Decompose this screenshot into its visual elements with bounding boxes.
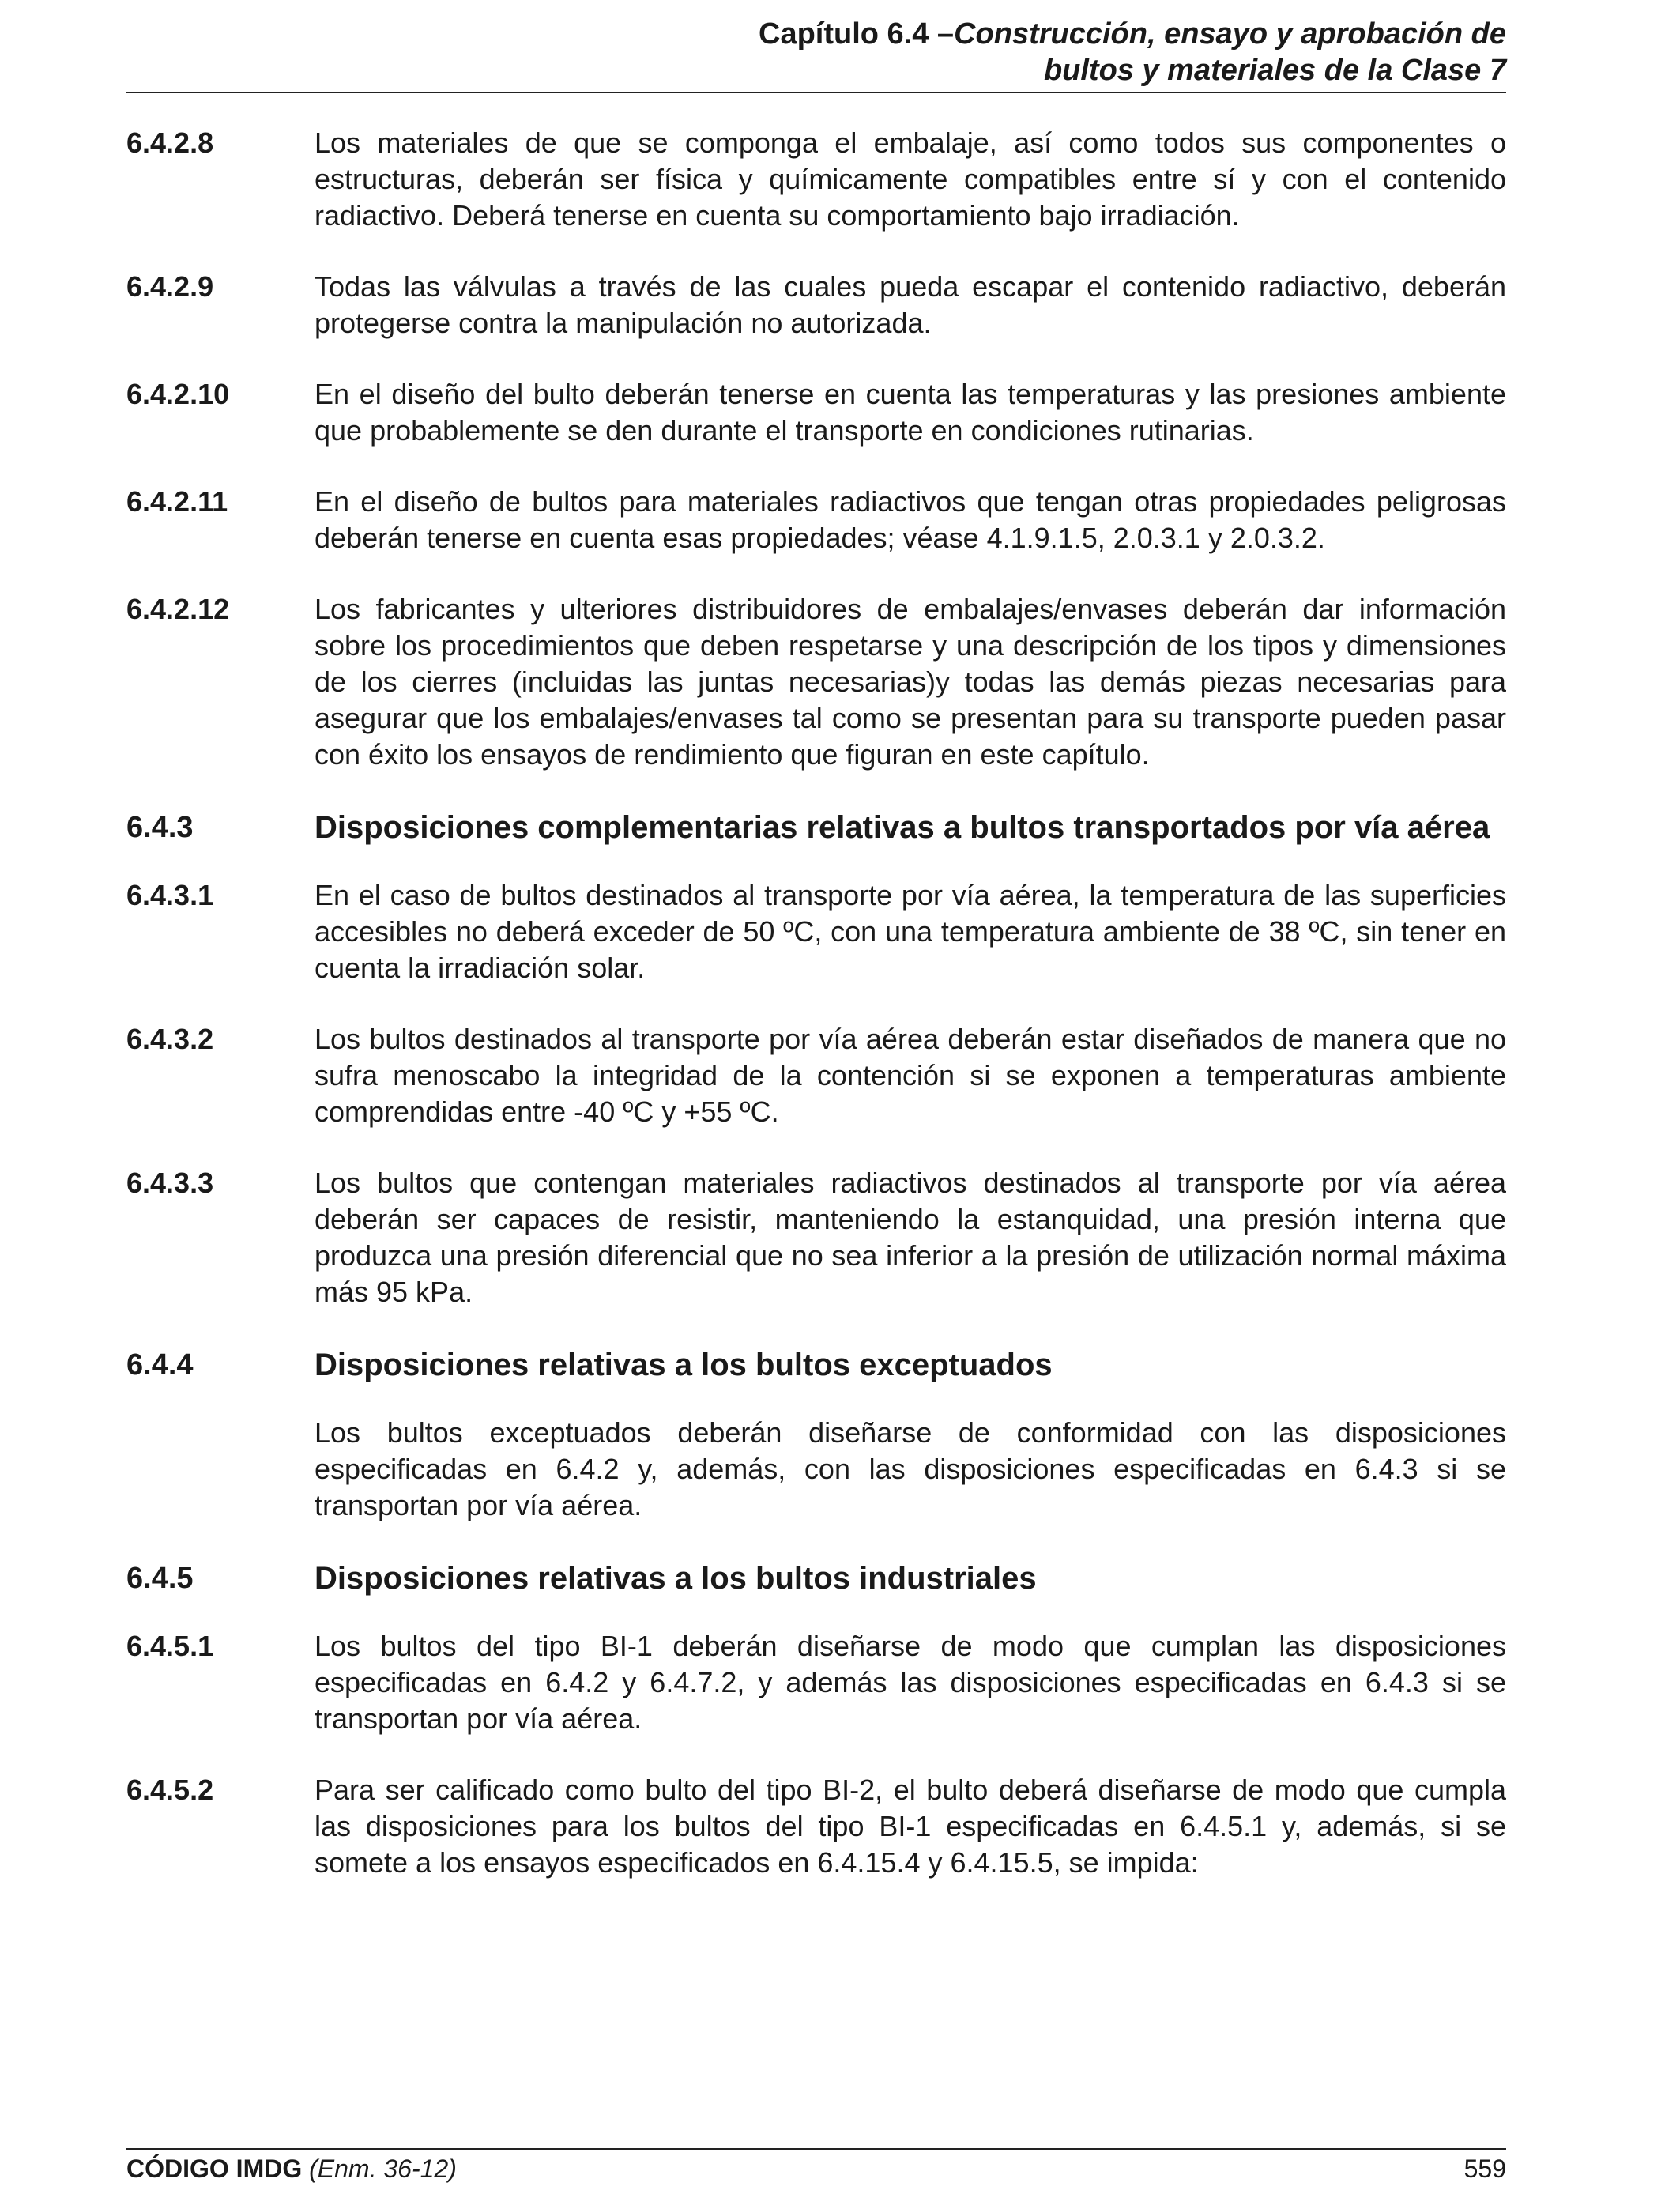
paragraph [126, 484, 1506, 556]
paragraph-number: 6.4.5.1 [126, 1630, 214, 1662]
paragraph [126, 1021, 1506, 1130]
paragraph-number: 6.4.2.11 [126, 485, 228, 518]
running-footer [126, 2153, 1506, 2185]
header-line-1 [126, 16, 1506, 52]
section-heading [126, 808, 1506, 847]
section-title: Disposiciones relativas a los bultos exceptuados [315, 1348, 1053, 1382]
paragraph [126, 1772, 1506, 1881]
paragraph-number: 6.4.2.10 [126, 378, 230, 410]
paragraph-number: 6.4.2.12 [126, 593, 230, 625]
paragraph [126, 877, 1506, 986]
page-content [126, 125, 1506, 1916]
footer-amendment: (Enm. 36-12) [309, 2154, 457, 2183]
footer-rule [126, 2148, 1506, 2150]
header-rule [126, 92, 1506, 93]
paragraph-text: Los bultos destinados al transporte por vía aérea deberán estar diseñados de manera que no sufra menoscabo la integridad de la contención si se exponen a temperaturas ambiente comprendidas entre -40 ºC y +55 ºC. [315, 1023, 1506, 1128]
document-page [126, 0, 1506, 2194]
paragraph-text: Los bultos del tipo BI-1 deberán diseñarse de modo que cumplan las disposiciones especificadas en 6.4.2 y 6.4.7.2, y además las disposiciones especificadas en 6.4.3 si se transportan por vía aérea. [315, 1630, 1506, 1735]
section-number: 6.4.3 [126, 811, 194, 844]
paragraph [126, 1165, 1506, 1310]
paragraph-text: Los fabricantes y ulteriores distribuidores de embalajes/envases deberán dar información sobre los procedimientos que deben respetarse y una descripción de los tipos y dimensiones de los cierres (incluidas las juntas necesarias)y todas las demás piezas necesarias para asegurar que los embalajes/envases tal como se presentan para su transporte pueden pasar con éxito los ensayos de rendimiento que figuran en este capítulo. [315, 593, 1506, 771]
paragraph-text: Para ser calificado como bulto del tipo BI-2, el bulto deberá diseñarse de modo que cumpla las disposiciones para los bultos del tipo BI-1 especificadas en 6.4.5.1 y, además, si se somete a los ensayos especificados en 6.4.15.4 y 6.4.15.5, se impida: [315, 1774, 1506, 1879]
section-number: 6.4.4 [126, 1348, 194, 1382]
section-title: Disposiciones relativas a los bultos industriales [315, 1561, 1037, 1596]
section-heading [126, 1345, 1506, 1385]
footer-code: CÓDIGO IMDG [126, 2154, 303, 2183]
paragraph [126, 269, 1506, 341]
paragraph [126, 1415, 1506, 1524]
paragraph-text: Los bultos exceptuados deberán diseñarse de conformidad con las disposiciones especificadas en 6.4.2 y, además, con las disposiciones especificadas en 6.4.3 si se transportan por vía aérea. [315, 1416, 1506, 1521]
paragraph-text: Todas las válvulas a través de las cuales pueda escapar el contenido radiactivo, deberán protegerse contra la manipulación no autorizada. [315, 270, 1506, 339]
paragraph-number: 6.4.2.8 [126, 126, 214, 159]
paragraph [126, 591, 1506, 773]
paragraph-number: 6.4.3.2 [126, 1023, 214, 1055]
page-number: 559 [1463, 2154, 1506, 2183]
paragraph-text: Los bultos que contengan materiales radiactivos destinados al transporte por vía aérea deberán ser capaces de resistir, manteniendo la estanquidad, una presión interna que produzca una presión diferencial que no sea inferior a la presión de utilización normal máxima más 95 kPa. [315, 1167, 1506, 1308]
paragraph [126, 125, 1506, 234]
header-title: Construcción, ensayo y aprobación de [954, 17, 1506, 51]
section-number: 6.4.5 [126, 1562, 194, 1595]
paragraph-number: 6.4.3.3 [126, 1167, 214, 1199]
paragraph [126, 376, 1506, 449]
paragraph-text: En el diseño del bulto deberán tenerse en cuenta las temperaturas y las presiones ambiente que probablemente se den durante el transporte en condiciones rutinarias. [315, 378, 1506, 447]
section-heading [126, 1559, 1506, 1598]
running-header [126, 16, 1506, 89]
paragraph-text: En el diseño de bultos para materiales radiactivos que tengan otras propiedades peligrosas deberán tenerse en cuenta esas propiedades; véase 4.1.9.1.5, 2.0.3.1 y 2.0.3.2. [315, 485, 1506, 554]
paragraph-text: Los materiales de que se componga el embalaje, así como todos sus componentes o estructuras, deberán ser física y químicamente compatibles entre sí y con el contenido radiactivo. Deberá tenerse en cuenta su comportamiento bajo irradiación. [315, 126, 1506, 232]
header-line-2: bultos y materiales de la Clase 7 [1043, 54, 1506, 87]
paragraph [126, 1628, 1506, 1737]
paragraph-text: En el caso de bultos destinados al transporte por vía aérea, la temperatura de las superficies accesibles no deberá exceder de 50 ºC, con una temperatura ambiente de 38 ºC, sin tener en cuenta la irradiación solar. [315, 879, 1506, 984]
paragraph-number: 6.4.3.1 [126, 879, 214, 911]
paragraph-number: 6.4.5.2 [126, 1774, 214, 1806]
header-chapter: Capítulo 6.4 – [759, 17, 955, 51]
section-title: Disposiciones complementarias relativas a bultos transportados por vía aérea [315, 810, 1490, 845]
paragraph-number: 6.4.2.9 [126, 270, 214, 303]
